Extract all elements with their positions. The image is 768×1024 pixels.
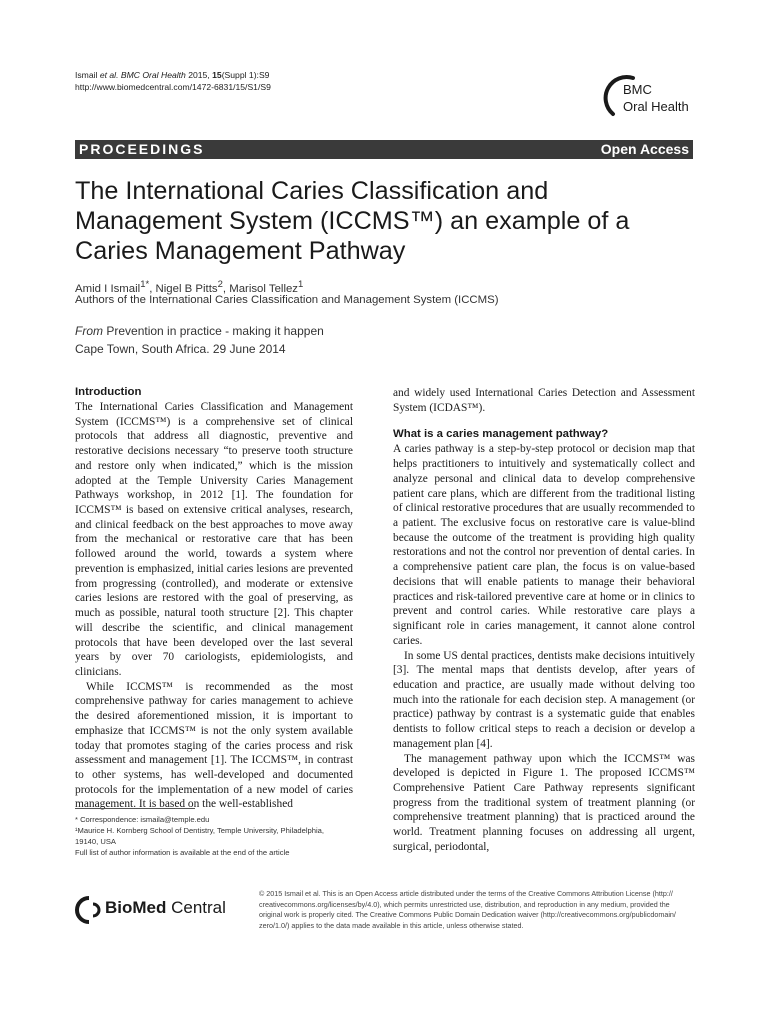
section-banner xyxy=(75,140,693,159)
footnote-affiliation: ¹Maurice H. Kornberg School of Dentistry, Temple University, Philadelphia, xyxy=(75,826,325,835)
citation-volume: 15 xyxy=(212,70,222,80)
citation-journal: BMC Oral Health xyxy=(120,70,186,80)
biomed-bold: BioMed xyxy=(105,898,167,917)
body-paragraph: The management pathway upon which the ICCMS™ was developed is depicted in Figure 1. The proposed ICCMS™ Comprehensive Patient Care Pathway represents significant progress from the traditional system of treatment planning (or comprehensive treatment planning) that is practiced around the world. Treatment planning focuses on addressing all urgent, surgical, periodontal, xyxy=(393,752,695,853)
author-sup: 2 xyxy=(217,279,223,290)
left-column xyxy=(75,385,353,812)
biomed-bracket-icon xyxy=(75,895,103,925)
author-list: Amid I Ismail$^{1*}$, Nigel B Pitts$^2$, Marisol Tellez$^1$ xyxy=(75,279,304,295)
author-sup: 1 xyxy=(298,279,304,290)
conference-event: Prevention in practice - making it happen xyxy=(106,324,324,338)
citation-year: 2015, xyxy=(188,70,210,80)
title-line: Management System (ICCMS™) an example of a xyxy=(75,207,630,235)
author-affiliation: Authors of the International Caries Classification and Management System (ICCMS) xyxy=(75,294,499,306)
author-name: Marisol Tellez xyxy=(229,282,299,295)
banner-open-access: Open Access xyxy=(600,141,689,157)
footnote-correspondence: * Correspondence: ismaila@temple.edu xyxy=(75,815,210,824)
citation-etal: et al. xyxy=(99,70,119,80)
license-line: zero/1.0/) applies to the data made available in this article, unless otherwise stated. xyxy=(259,920,524,930)
section-heading: What is a caries management pathway? xyxy=(393,428,609,441)
license-line: creativecommons.org/licenses/by/4.0), which permits unrestricted use, distribution, and reproduction in any medium, provided the xyxy=(259,899,670,909)
body-paragraph: While ICCMS™ is recommended as the most comprehensive pathway for caries management to achieve the desired aforementioned mission, it is important to emphasize that ICCMS™ is not the only system available today that promotes staging of the caries process and risk assessment and management [1]. The ICCMS™, in contrast to other systems, has well-developed and documented protocols for the implementation of a new model of caries management. It is based on the well-established xyxy=(75,680,353,811)
body-paragraph: A caries pathway is a step-by-step protocol or decision map that helps practitioners to intuitively and systematically collect and analyze personal and clinical data to develop comprehensive patient care plans, which are different from the traditional listing of clinical restorative procedures that are usually recommended to a patient. The exclusive focus on restorative care is value-blind because the outcome of the treatment is providing high quality restorations and not the control nor prevention of dental caries. In a comprehensive patient care plan, the focus is on value-based decisions that will enable patients to manage their behavioral practices and risk-tailored preventive care at home or in clinics to prevent and control caries. While restorative care plays a significant role in caries management, it cannot alone control caries. xyxy=(393,443,695,647)
banner-proceedings: PROCEEDINGS xyxy=(79,141,205,157)
body-paragraph: In some US dental practices, dentists make decisions intuitively [3]. The mental maps that dentists develop, after years of education and practice, are usually made without delving too much into the rationale for each decision step. A management (or practice) pathway by contrast is a systematic guide that enables dentists to follow critical steps to reach a decision or develop a management plan [4]. xyxy=(393,649,695,750)
license-line: © 2015 Ismail et al. This is an Open Access article distributed under the terms of the Creative Commons Attribution License (http:// xyxy=(259,889,673,898)
bmc-oral-health-logo xyxy=(603,74,713,122)
body-paragraph: and widely used International Caries Detection and Assessment System (ICDAS™). xyxy=(393,387,695,414)
license-line: original work is properly cited. The Creative Commons Public Domain Dedication waiver (http://creativecommons.org/publicdomain/ xyxy=(259,910,676,919)
conference-place-date: Cape Town, South Africa. 29 June 2014 xyxy=(75,342,286,356)
biomed-central-logo xyxy=(75,893,235,927)
author-name: Nigel B Pitts xyxy=(155,282,218,295)
conference-info xyxy=(75,322,324,358)
citation-issue: (Suppl 1):S9 xyxy=(221,70,270,80)
citation-url[interactable]: http://www.biomedcentral.com/1472-6831/15/S1/S9 xyxy=(75,82,271,92)
from-label: From xyxy=(75,324,103,338)
title-line: The International Caries Classification and xyxy=(75,177,549,205)
footnotes xyxy=(75,814,375,858)
citation-line xyxy=(75,69,271,81)
footnote-more-info: Full list of author information is available at the end of the article xyxy=(75,848,290,857)
license-text xyxy=(259,889,699,931)
bmc-logo-line1: BMC xyxy=(623,82,652,97)
biomed-regular: Central xyxy=(166,898,226,917)
footnote-affiliation-cont: 19140, USA xyxy=(75,837,116,846)
footnote-rule xyxy=(75,808,195,809)
right-column xyxy=(393,386,695,855)
citation-authors: Ismail xyxy=(75,70,98,80)
title-line: Caries Management Pathway xyxy=(75,237,406,265)
bmc-logo-line2: Oral Health xyxy=(623,99,689,114)
biomed-central-text xyxy=(105,898,226,918)
section-heading: Introduction xyxy=(75,386,142,398)
author-name: Amid I Ismail xyxy=(75,282,141,295)
citation-header xyxy=(75,69,271,93)
author-sup: 1* xyxy=(140,279,150,290)
body-paragraph: The International Caries Classification and Management System (ICCMS™) is a comprehensive set of clinical protocols that address all diagnostic, preventive and restorative decisions necessary “to preserve tooth structure and restore only when indicated,” which is the mission adopted at the Temple University Caries Management Pathways workshop, in 2012 [1]. The foundation for ICCMS™ is based on extensive critical analyses, research, and clinical feedback on the best approaches to move away from the mechanical or restorative care that has been followed around the world, towards a system where prevention is emphasized, initial caries lesions are prevented from progressing (controlled), and moderate or extensive caries lesions are restored with the goal of preserving, as much as possible, natural tooth structure [2]. This chapter will describe the scientific, and clinical management protocols that have been developed over the last several years by over 70 cariologists, epidemiologists, and clinicians. xyxy=(75,401,353,678)
article-title xyxy=(75,176,705,266)
